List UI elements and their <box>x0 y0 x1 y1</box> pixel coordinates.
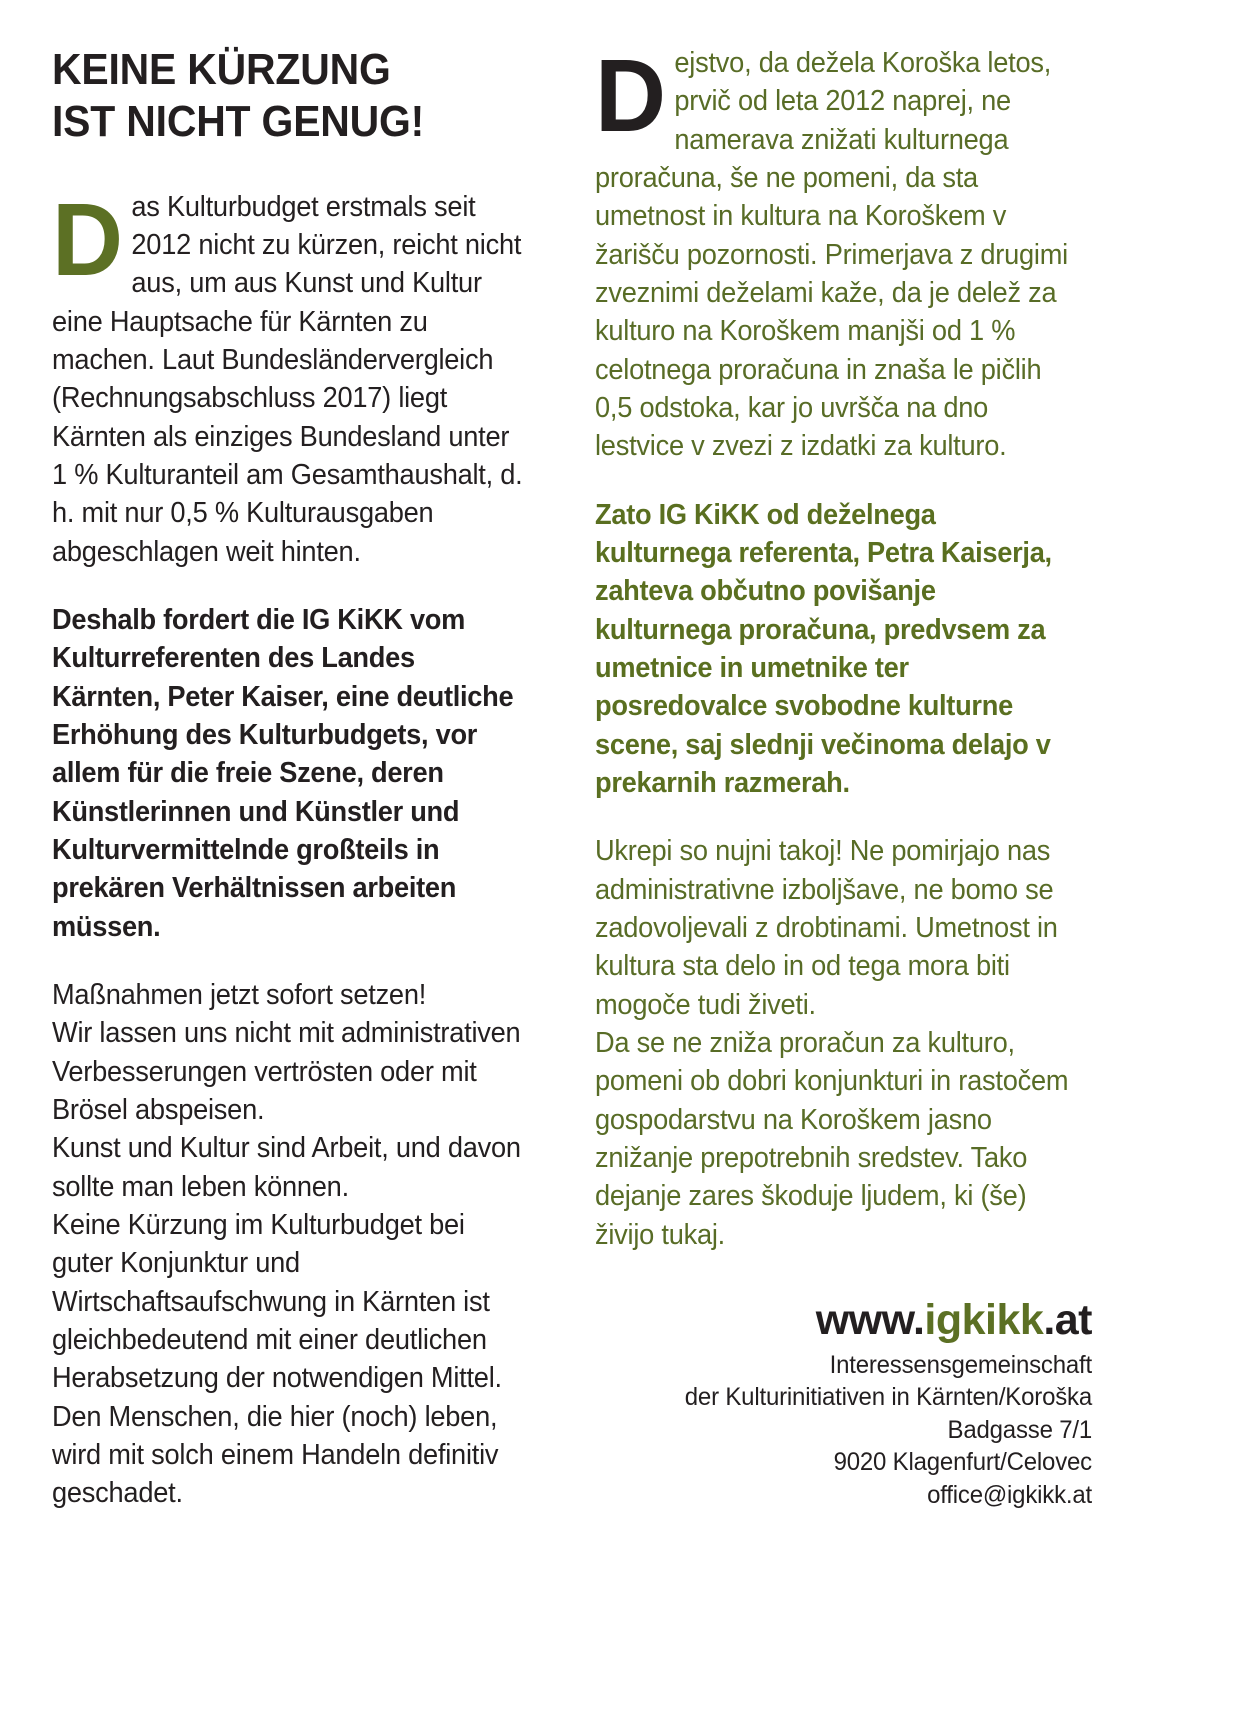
paragraph-sl-demand: Zato IG KiKK od deželnega kulturnega referenta, Petra Kaiserja, zahteva občutno povišanje kulturnega proračuna, predvsem za umetnice in umetnike ter posredovalce svobodne kulturne scene, saj slednji večinoma delajo v prekarnih razmerah. <box>595 498 1052 799</box>
two-column-layout <box>52 38 1184 1706</box>
organisation-name-line-2: der Kulturinitiativen in Kärnten/Koroška <box>684 1383 1092 1412</box>
paragraph-sl-measures-line-1: Ukrepi so nujni takoj! Ne pomirjajo nas administrativne izboljšave, ne bomo se zadovoljevali z drobtinami. Umetnost in kultura sta delo in od tega mora biti mogoče tudi živeti. <box>595 835 1058 1021</box>
paragraph-sl-measures-line-2: Da se ne zniža proračun za kulturo, pomeni ob dobri konjunkturi in rastočem gospodarstvu na Koroškem jasno znižanje prepotrebnih sredstev. Tako dejanje zares škoduje ljudem, ki (še) živijo tukaj. <box>595 1026 1069 1251</box>
address-street: Badgasse 7/1 <box>947 1415 1092 1444</box>
page-title-line-1: KEINE KÜRZUNG <box>52 45 391 94</box>
paragraph-de-demand: Deshalb fordert die IG KiKK vom Kulturreferenten des Landes Kärnten, Peter Kaiser, eine deutliche Erhöhung des Kulturbudgets, vor allem für die freie Szene, deren Künstlerinnen und Künstler und Kulturvermittelnde großteils in prekären Verhältnissen arbeiten müssen. <box>52 604 514 943</box>
paragraph-de-measures-line-2: Wir lassen uns nicht mit administrativen Verbesserungen vertrösten oder mit Brösel abspeisen. <box>52 1017 521 1127</box>
paragraph-de-measures-line-1: Maßnahmen jetzt sofort setzen! <box>52 979 427 1012</box>
footer-contact-block <box>595 1295 1092 1512</box>
website-url-name: igkikk <box>924 1295 1044 1344</box>
paragraph-de-intro: Das Kulturbudget erstmals seit 2012 nicht zu kürzen, reicht nicht aus, um aus Kunst und Kultur eine Hauptsache für Kärnten zu machen. Laut Bundesländervergleich (Rechnungsabschluss 2017) liegt Kärnten als einziges Bundesland unter 1 % Kulturanteil am Gesamthaushalt, d. h. mit nur 0,5 % Kulturausgaben abgeschlagen weit hinten. <box>52 181 523 568</box>
left-column-german <box>52 44 549 1513</box>
organisation-name-line-1: Interessensgemeinschaft <box>829 1350 1092 1379</box>
right-column-slovenian <box>595 38 1092 1511</box>
website-url-suffix: .at <box>1043 1295 1092 1344</box>
page-title <box>52 44 514 148</box>
paragraph-de-measures-line-4: Keine Kürzung im Kulturbudget bei guter Konjunktur und Wirtschaftsaufschwung in Kärnten ist gleichbedeutend mit einer deutlichen Herabsetzung der notwendigen Mittel. Den Menschen, die hier (noch) leben, wird mit solch einem Handeln definitiv geschadet. <box>52 1209 502 1510</box>
paragraph-de-measures-line-3: Kunst und Kultur sind Arbeit, und davon sollte man leben können. <box>52 1132 521 1203</box>
paragraph-sl-intro: Dejstvo, da dežela Koroška letos, prvič od leta 2012 naprej, ne namerava znižati kulturnega proračuna, še ne pomeni, da sta umetnost in kultura na Koroškem v žarišču pozornosti. Primerjava z drugimi zveznimi deželami kaže, da je delež za kulturo na Koroškem manjši od 1 % celotnega proračuna in znaša le pičlih 0,5 odstoka, kar jo uvršča na dno lestvice v zvezi z izdatki za kulturo. <box>595 38 1068 463</box>
contact-email[interactable]: office@igkikk.at <box>927 1480 1092 1509</box>
address-city: 9020 Klagenfurt/Celovec <box>833 1448 1092 1477</box>
website-url-prefix: www. <box>815 1295 925 1344</box>
page-title-line-2: IST NICHT GENUG! <box>52 96 425 146</box>
website-url[interactable] <box>595 1295 1092 1344</box>
